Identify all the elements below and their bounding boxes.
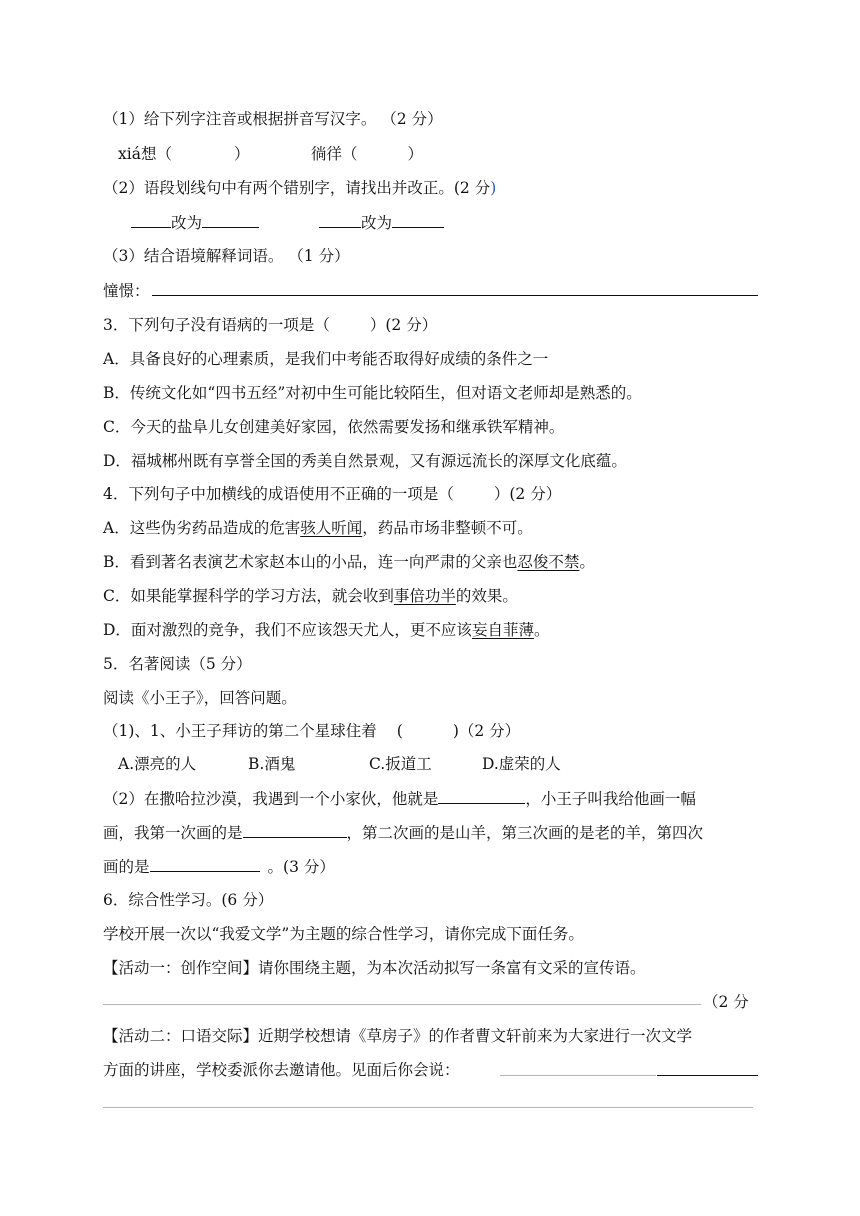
q6-activity2-line2 [103,1059,763,1083]
q2-sub1-title-text: （1）给下列字注音或根据拼音写汉字。 （2 分） [103,110,443,128]
idiom-underlined: 骇人听闻 [300,519,363,537]
q2-sub2-title-text: （2）语段划线句中有两个错别字，请找出并改正。(2 分 [103,179,491,197]
invitation-answer-line-2[interactable] [103,1107,753,1108]
q6-intro [103,923,763,947]
q5-sub2-l1-pre: （2）在撒哈拉沙漠，我遇到一个小家伙，他就是 [103,790,439,808]
q4-c-pre: C．如果能掌握科学的学习方法，就会收到 [103,587,394,605]
q6-activity1 [103,957,763,981]
q4-option-b [103,551,763,575]
q5-choice-b[interactable] [248,753,338,777]
q3-stem [103,314,763,338]
q5-intro-text: 阅读《小王子》，回答问题。 [103,689,297,707]
q3-stem-end: ）(2 分） [369,316,438,334]
q3-option-c [103,416,763,440]
change-to-label: 改为 [171,214,203,232]
q3-option-a [103,348,763,372]
q3-stem-text: 3．下列句子没有语病的一项是（ [103,316,330,334]
q6-activity1-score-text: （2 分 [703,993,749,1011]
correction-2-wrong-blank[interactable] [319,211,361,228]
q3-option-a-text: A．具备良好的心理素质，是我们中考能否取得好成绩的条件之一 [103,350,549,368]
q5-choice-a-text: A.漂亮的人 [118,755,197,773]
q2-sub3-title-text: （3）结合语境解释词语。 （1 分） [103,247,350,265]
q5-sub2-l1-post: ，小王子叫我给他画一幅 [525,790,696,808]
q5-choice-b-text: B.酒鬼 [248,755,296,773]
correction-1-wrong-blank[interactable] [131,211,171,228]
q5-sub1-text: （1)、1、小王子拜访的第二个星球住着 [103,722,377,740]
q4-b-post: 。 [579,553,595,571]
q3-option-b-text: B．传统文化如“四书五经”对初中生可能比较陌生，但对语文老师却是熟悉的。 [103,384,642,402]
q4-option-d [103,619,763,643]
q4-stem [103,483,763,507]
chongjing-answer-line[interactable] [152,295,758,296]
q2-correction-1 [131,211,311,235]
q3-option-d-text: D．福城郴州既有享誉全国的秀美自然景观，又有源远流长的深厚文化底蕴。 [103,452,627,470]
word-chongjing: 憧憬： [103,282,150,300]
q2-sub1-title [103,108,763,132]
q6-intro-text: 学校开展一次以“我爱文学”为主题的综合性学习，请你完成下面任务。 [103,925,584,943]
q4-stem-text: 4．下列句子中加横线的成语使用不正确的一项是（ [103,485,454,503]
q5-title [103,653,763,677]
q5-sub2-l3-post: 。(3 分） [267,858,335,876]
q2-sub3-title [103,245,763,269]
q5-choice-c[interactable] [369,753,469,777]
q2-item2-close: ） [407,145,424,163]
change-to-label: 改为 [361,214,393,232]
q2-item1-close: ） [233,145,250,163]
q6-activity2-text2: 方面的讲座，学校委派你去邀请他。见面后你会说： [103,1061,460,1079]
idiom-underlined: 妄自菲薄 [471,621,534,639]
q6-title-text: 6．综合性学习。(6 分） [103,891,274,909]
q4-d-post: 。 [533,621,550,639]
q4-c-post: 的效果。 [455,587,518,605]
q3-option-b [103,382,763,406]
idiom-underlined: 事倍功半 [393,587,456,605]
q2-sub2-paren: ) [490,179,497,197]
q2-item1: xiá想（ [118,145,172,163]
q5-sub2-l2-pre: 画，我第一次画的是 [103,824,243,842]
q6-activity2-line1 [103,1025,763,1049]
q5-intro [103,687,763,711]
q5-sub2-l3-pre: 画的是 [103,858,150,876]
q2-correction-2 [319,211,499,235]
invitation-answer-line-grey[interactable] [500,1075,656,1076]
q5-choice-a[interactable] [118,753,218,777]
q4-b-pre: B．看到著名表演艺术家赵本山的小品，连一向严肃的父亲也 [103,553,518,571]
blank-fourth-drawing[interactable] [150,855,260,872]
q4-a-pre: A．这些伪劣药品造成的危害 [103,519,301,537]
q2-sub1-item2 [311,143,511,167]
q4-d-pre: D．面对激烈的竞争，我们不应该怨天尤人，更不应该 [103,621,472,639]
blank-little-prince[interactable] [438,787,525,804]
q5-sub1-close: )（2 分） [452,722,521,740]
q5-sub2-l2-post: ，第二次画的是山羊，第三次画的是老的羊，第四次 [346,824,704,842]
q5-choice-d-text: D.虚荣的人 [482,755,561,773]
q6-activity1-score [703,991,763,1015]
correction-1-right-blank[interactable] [202,211,259,228]
q5-sub2-line3 [103,855,763,879]
q2-sub2-title [103,177,763,201]
idiom-underlined: 忍俊不禁 [517,553,580,571]
invitation-answer-line-dark[interactable] [657,1075,758,1076]
q5-sub2-line2 [103,821,763,845]
q6-activity1-text: 【活动一：创作空间】请你围绕主题，为本次活动拟写一条富有文采的宣传语。 [103,959,646,977]
q4-option-a [103,517,763,541]
q3-option-d [103,450,763,474]
q2-item2: 徜徉（ [311,145,358,163]
q5-choice-c-text: C.扳道工 [369,755,432,773]
q5-title-text: 5．名著阅读（5 分） [103,655,252,673]
correction-2-right-blank[interactable] [392,211,444,228]
q5-choice-d[interactable] [482,753,592,777]
q6-title [103,889,763,913]
q5-sub1-open: ( [396,722,403,740]
q5-sub1 [103,720,763,744]
q4-a-post: ，药品市场非整顿不可。 [362,519,533,537]
q2-sub3-answer [103,280,763,304]
q4-option-c [103,585,763,609]
slogan-answer-line[interactable] [103,1004,701,1005]
q3-option-c-text: C．今天的盐阜儿女创建美好家园，依然需要发扬和继承铁军精神。 [103,418,565,436]
q4-stem-end: ）(2 分） [493,485,562,503]
q5-sub2-line1 [103,787,763,811]
blank-first-drawing[interactable] [243,821,347,838]
q6-activity2-text1: 【活动二：口语交际】近期学校想请《草房子》的作者曹文轩前来为大家进行一次文学 [103,1027,693,1045]
